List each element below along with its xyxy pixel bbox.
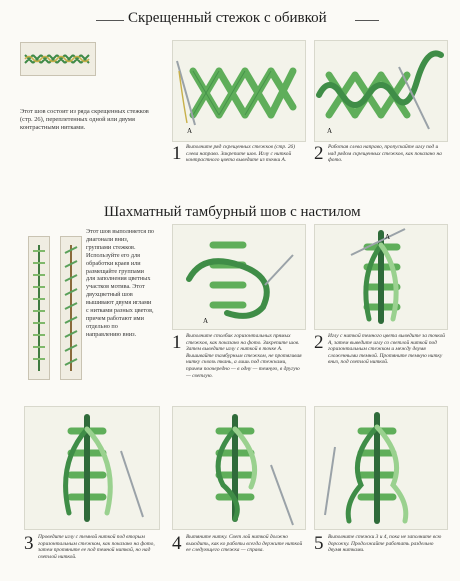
- point-a-label: A: [203, 317, 209, 325]
- section1-title: Скрещенный стежок с обивкой: [128, 10, 327, 26]
- step-number: 4: [172, 533, 182, 554]
- step-caption: Выполните столбик горизонтальных прямых стежков, как показано на фото. Закрепите шов. Затем выведите иглу с ниткой в точке А. Вышивайте тамбурным стежком, не протягивая нитку сквозь ткань, а лишь под стежками, причем поочередно — в одну — темную, в другую — светлую.: [186, 333, 302, 379]
- step-caption: Иглу с ниткой темного цвета выведите за точкой А, затем выведите иглу со светлой ниткой под горизонтальным стежком и между двумя сложенными темной. Протяните темную нитку вниз, под светлой ниткой.: [328, 333, 445, 366]
- step-caption: Проведите иглу с темной ниткой под вторым горизонтальным стежком, как показано на фото, затем протяните ее под темной ниткой, но над светлой ниткой.: [38, 534, 155, 560]
- step-number: 3: [24, 533, 34, 554]
- section2-title: Шахматный тамбурный шов с настилом: [104, 204, 361, 220]
- section2-sample-swatch: [60, 236, 82, 380]
- section2-step2-photo: [314, 224, 448, 330]
- step-caption: Работая слева направо, пропускайте иглу под и над рядом скрещенных стежков, как показано на фото.: [328, 144, 442, 164]
- section1-intro: Этот шов состоит из ряда скрещенных стежков (стр. 26), переплетенных одной или двумя контрастными нитками.: [20, 108, 149, 131]
- section1-step1-photo: [172, 40, 306, 142]
- step-caption: Вытяните нитку. Свет лой ниткой должно выходить, как ко работы всегда держите ниткой ее следующего стежка — справа.: [186, 534, 303, 554]
- section1-sample-swatch: [20, 42, 96, 76]
- section2-step3-photo: [24, 406, 160, 530]
- section2-step5-photo: [314, 406, 448, 530]
- step-caption: Выполните стежки 3 и 4, пока не заполните всю дорожку. Продолжайте работать раздельно двумя нитками.: [328, 534, 442, 554]
- section1-step2-photo: [314, 40, 448, 142]
- title-rule-left: [96, 20, 124, 21]
- section2-step4-photo: [172, 406, 306, 530]
- step-number: 2: [314, 332, 324, 353]
- step-number: 1: [172, 143, 182, 164]
- section2-step1-photo: [172, 224, 306, 330]
- point-a-label: A: [385, 233, 391, 241]
- point-a-label: A: [327, 127, 333, 135]
- step-caption: Выполните ряд скрещенных стежков (стр. 26) слева направо. Закрепите шов. Иглу с ниткой контрастного цвета выведите из точки А.: [186, 144, 296, 164]
- step-number: 2: [314, 143, 324, 164]
- point-a-label: A: [187, 127, 193, 135]
- step-number: 5: [314, 533, 324, 554]
- section2-sample-swatch: [28, 236, 50, 380]
- title-rule-right: [355, 20, 379, 21]
- section2-intro: Этот шов выполняется по диагонали вниз, группами стежков. Используйте его для обработки краев или размещайте группами для заполнения цветных участков мотива. Этот двухцветный шов вышивают двумя иглами с нитками разных цветов, причем работают ими отдельно по направлению вниз.: [86, 228, 155, 338]
- step-number: 1: [172, 332, 182, 353]
